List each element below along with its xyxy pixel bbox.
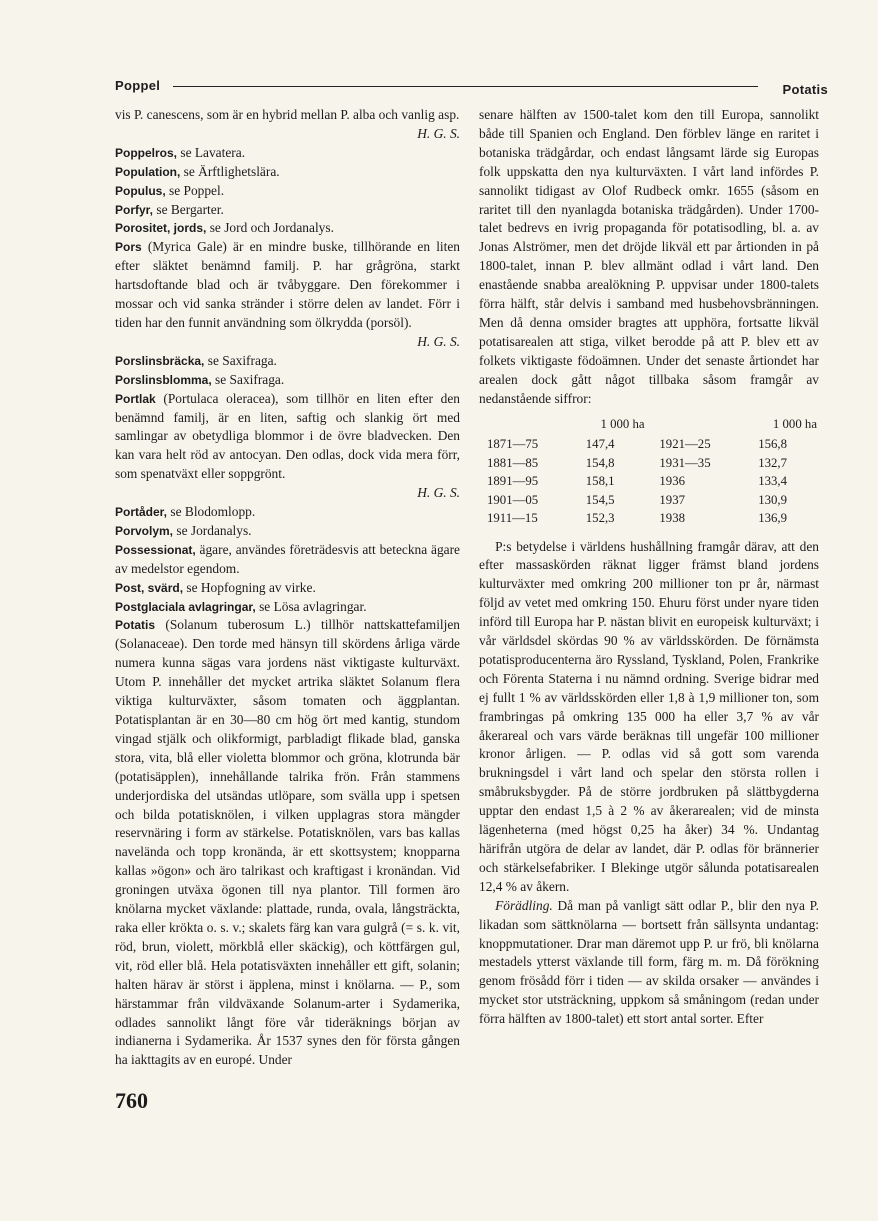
entry-headword: Population, [115, 164, 181, 179]
value-cell: 154,8 [585, 455, 615, 470]
entry-body: (Solanum tuberosum L.) tillhör nattskattefamiljen (Solanaceae). Den torde med hänsyn till skördens årliga värde numera kunna sägas vara jordens näst viktigaste kulturväxt. Utom P. innehåller det mycket artrika släktet Solanum flera viktiga kulturväxter, såsom tomaten och äggplantan. Potatisplantan är en 30—80 cm hög ört med kantig, stundom vingad stjälk och olikformigt, parbladigt flikade blad, ganska stora, vita, blå eller violetta blommor och gröna, klotrunda bär (potatisäpplen), innehållande talrika frön. Från stammens underjordiska del utsändas utlöpare, som svälla upp i spetsen och bilda potatisknölen, i vilken upplagras stora mängder reservnäring i form av stärkelse. Potatisknölen, vars bas kallas naveländа och topp kronända, är ett skottsystem; knopparna kallas »ögon» och äro talrikast och kraftigast i kronändan. Vid groningen utväxa ögonen till nya plantor. Till formen äro knölarna mycket växlande: plattade, runda, ovala, långsträckta, raka eller krökta o. s. v.; skalets färg kan vara gulgrå (= s. k. vit, röd, brun, violett, mörkblå eller skäckig), och köttfärgen gul, vit, röd eller blå. Hela potatisväxten innehåller ett gift, solanin; halten härav är störst i äpplena, minst i knölarna. — P., som härstammar från vildväxande Solanum-arter i Sydamerika, odlades sannolikt långt före vår tideräknings början av indianerna i Sydamerika. År 1537 synes den för första gången ha iakttagits av en europé. Under [115, 617, 460, 1068]
dictionary-entry [115, 201, 460, 220]
dictionary-entry [115, 219, 460, 238]
header-right-word: Potatis [782, 82, 828, 97]
table-row [487, 454, 817, 473]
entry-headword: Porvolym, [115, 523, 174, 538]
table-row [487, 509, 817, 528]
year-cell: 1891—95 [487, 474, 539, 488]
paragraph-3-body: Då man på vanligt sätt odlar P., blir den nya P. likadan som sättknölarna — bortsett från sällsynta undantag: knoppmutationer. Drar man däremot upp P. ur frö, bli knölarna mestadels ytterst växlande till form, färg m. m. Då förökning genom frösådd förr i tiden — av skilda orsaker — användes i mycket stor utsträckning, uppkom så småningom (redan under förra hälften av 1800-talet) ett stort antal sorter. Efter [479, 897, 819, 1027]
dictionary-entry [115, 503, 460, 522]
year-cell: 1911—15 [487, 511, 538, 525]
potato-area-table [487, 415, 817, 528]
entry-body: se Jord och Jordanalys. [206, 220, 334, 236]
year-cell: 1938 [659, 511, 685, 525]
author-signature: H. G. S. [417, 333, 460, 349]
entry-headword: Portåder, [115, 505, 168, 520]
entry-headword: Potatis [115, 618, 156, 633]
entry-headword: Poppelros, [115, 145, 178, 160]
entry-body: se Poppel. [165, 182, 225, 198]
value-cell: 130,9 [758, 492, 787, 507]
year-cell: 1871—75 [487, 437, 539, 451]
running-header [115, 78, 828, 100]
unit-left: 1 000 ha [600, 416, 645, 431]
entry-body: (Portulaca oleracea), som tillhör en liten efter den benämnd familj, är en liten, saftig och slankig ört med samlingar av obetydliga blommor i de övre bladvecken. Den kan vara helt röd av antocyan. Den odlas, dock vida mera förr, som spenatväxt eller soppgrönt. [115, 390, 460, 482]
entry-body: se Saxifraga. [211, 371, 285, 387]
table-row [487, 435, 817, 454]
continuation-text: vis P. canescens, som är en hybrid mellan P. alba och vanlig asp. [115, 107, 460, 122]
table-row [487, 472, 817, 491]
page-number: 760 [115, 1088, 148, 1113]
dictionary-entry [115, 579, 460, 598]
author-signature: H. G. S. [417, 485, 460, 501]
entry-body: ägare, användes företrädesvis att beteckna ägare av medelstor egendom. [115, 541, 460, 576]
dictionary-entry [115, 598, 460, 617]
dictionary-entry [115, 522, 460, 541]
entry-body: se Blodomlopp. [167, 504, 256, 520]
dictionary-entry [115, 371, 460, 390]
entry-headword: Post, svärd, [115, 580, 184, 595]
year-cell: 1937 [659, 492, 685, 507]
left-column [115, 106, 460, 1070]
value-cell: 154,5 [585, 492, 615, 507]
entry-body: se Saxifraga. [204, 352, 277, 368]
entry-headword: Pors [115, 240, 142, 255]
value-cell: 132,7 [758, 455, 787, 470]
year-cell: 1921—25 [659, 437, 711, 451]
dictionary-entry [115, 144, 460, 163]
year-cell: 1901—05 [487, 492, 539, 507]
entry-body: se Bergarter. [153, 201, 224, 217]
entry-headword: Porfyr, [115, 202, 154, 217]
value-cell: 133,4 [758, 474, 787, 488]
value-cell: 136,9 [758, 511, 787, 525]
dictionary-entry [115, 616, 460, 1070]
entry-body: se Jordanalys. [173, 522, 252, 538]
dictionary-entry [115, 182, 460, 201]
section-heading-foradling: Förädling. [495, 897, 553, 913]
right-column [479, 106, 819, 1029]
table-header-row [487, 415, 817, 436]
value-cell: 158,1 [585, 474, 615, 488]
entry-body: se Lösa avlagringar. [255, 598, 367, 614]
entry-headword: Porslinsbräcka, [115, 353, 205, 368]
entry-body: se Lavatera. [177, 144, 246, 160]
entry-headword: Porslinsblomma, [115, 372, 212, 387]
entry-headword: Porositet, jords, [115, 221, 207, 236]
right-paragraph-1: senare hälften av 1500-talet kom den till Europa, sannolikt både till Spanien och England. Den förblev länge en raritet i botaniska trädgårdar, och endast långsamt lärde sig Europas folk uppskatta den nya kulturväxten. I vårt land infördes P. sannolikt tidigast av Olof Rudbeck omkr. 1655 (såsom en raritet till den nyanlagda botaniska trädgården). Under 1700-talet bedrevs en ivrig propaganda för potatisodling, bl. a. av Jonas Alströmer, men det dröjde likväl ett par årtionden in på 1800-talet, innan P. blev allmänt odlad i vårt land. Den enastående snabba arealökning P. uppvisar under 1800-talets förra hälft, står delvis i samband med husbehovsbränningen. Men då denna omsider bragtes att upphöra, fortsatte likväl potatisarealen att stiga, vilket berodde på att P. blev ett av folkets viktigaste födoämnen. Under det senaste årtiondet har arealen dock gått något tillbaka såsom framgår av nedanstående siffror: [479, 107, 819, 406]
dictionary-entry [115, 163, 460, 182]
dictionary-entry [115, 390, 460, 485]
year-cell: 1931—35 [659, 455, 711, 470]
dictionary-entry [115, 238, 460, 333]
right-paragraph-3 [479, 897, 819, 1029]
header-rule [173, 86, 758, 87]
entry-body: se Hopfogning av virke. [183, 579, 316, 595]
right-paragraph-2: P:s betydelse i världens hushållning framgår därav, att den efter massaskörden räknat ligger främst bland jordens kulturväxter med omkring 200 millioner ton pr år, närmast följd av vetet med omkring 150. Ehuru först under nyare tiden införd till Europa har P. nästan blivit en europeisk kulturväxt; i vår världsdel skördas 90 % av världsskörden. De förnämsta potatisproducenterna äro Ryssland, Tyskland, Polen, Frankrike och Förenta Staterna i nu nämnd ordning. Sverige bidrar med ej fullt 1 % av världsskörden eller 1,8 à 1,9 millioner ton, som frambringas på omkring 135 000 ha eller 3,7 % av vår åkerareal och vars värde beräknas till ungefär 100 millioner kronor årligen. — P. odlas vid så gott som varenda brukningsdel i vårt land och spelar den största rollen i småbruksbygder. På de större jordbruken på slättbygderna upptar den endast 1,5 à 2 % av åkerarealen; vid de minsta lägenheterna (med högst 0,25 ha åker) 34 %. Undantag härifrån utgöra de delar av landet, där P. odlas för brännerier och stärkelsefabriker. I Blekinge utgör sålunda potatisarealen 12,4 % av åkern. [479, 538, 819, 894]
entry-headword: Possessionat, [115, 542, 196, 557]
entry-headword: Postglaciala avlagringar, [115, 599, 256, 614]
year-cell: 1936 [659, 474, 685, 488]
year-cell: 1881—85 [487, 455, 539, 470]
unit-right: 1 000 ha [772, 416, 817, 431]
entry-body: (Myrica Gale) är en mindre buske, tillhörande en liten efter släktet benämnd familj. P. har grågröna, starkt hartsdoftande blad och är tvåbyggare. Den förekommer i mossar och vid sanka stränder i större delen av landet. Förr i tiden har den funnit användning som ölkrydda (porsöl). [115, 239, 460, 330]
entry-headword: Portlak [115, 391, 156, 406]
header-left-word: Poppel [115, 78, 161, 93]
dictionary-entry [115, 541, 460, 579]
value-cell: 156,8 [758, 437, 787, 451]
value-cell: 152,3 [585, 511, 615, 525]
dictionary-entry [115, 352, 460, 371]
author-signature: H. G. S. [417, 125, 460, 141]
entry-body: se Ärftlighetslära. [180, 163, 280, 179]
value-cell: 147,4 [585, 437, 615, 451]
entry-headword: Populus, [115, 183, 166, 198]
table-row [487, 491, 817, 510]
